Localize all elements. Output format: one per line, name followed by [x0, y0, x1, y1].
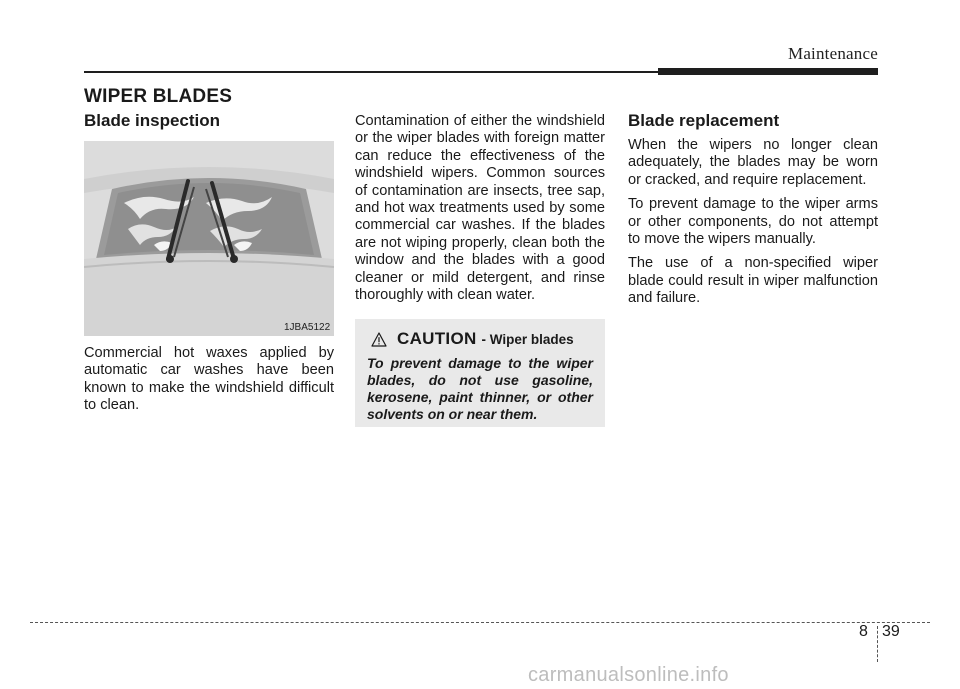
running-header-section: Maintenance [788, 44, 878, 63]
warning-triangle-icon [371, 332, 387, 347]
blade-replacement-body [628, 137, 878, 315]
blade-replacement-paragraph: The use of a non-specified wiper blade could result in wiper malfunction and failure. [628, 255, 878, 307]
header-rule-accent [658, 68, 878, 75]
illustration-code: 1JBA5122 [284, 322, 331, 333]
section-title: WIPER BLADES [84, 86, 233, 107]
caution-header [371, 329, 593, 349]
chapter-number: 8 [859, 623, 868, 640]
caution-text: To prevent damage to the wiper blades, do not use gasoline, kerosene, paint thinner, or other solvents on or near them. [367, 355, 593, 422]
caution-box [355, 319, 605, 427]
windshield-wiper-illustration [84, 141, 334, 336]
blade-inspection-heading: Blade inspection [84, 111, 221, 130]
watermark-link[interactable]: carmanualsonline.info [528, 664, 729, 686]
header-rule [84, 71, 660, 73]
footer-dashed-rule [30, 622, 930, 623]
blade-replacement-paragraph: To prevent damage to the wiper arms or other components, do not attempt to move the wipers manually. [628, 196, 878, 248]
page-number: 39 [882, 623, 900, 640]
caution-topic: - Wiper blades [481, 332, 574, 347]
blade-inspection-paragraph: Commercial hot waxes applied by automatic car washes have been known to make the windshield difficult to clean. [84, 345, 334, 414]
blade-replacement-paragraph: When the wipers no longer clean adequately, the blades may be worn or cracked, and require replacement. [628, 137, 878, 188]
blade-inspection-body [84, 345, 334, 422]
contamination-body [355, 113, 605, 311]
page-number-divider [877, 626, 878, 662]
contamination-paragraph: Contamination of either the windshield or the wiper blades with foreign matter can reduce the effectiveness of the windshield wipers. Common sources of contamination are insects, tree sap, and hot wax treatments used by some commercial car washes. If the blades are not wiping properly, clean both the window and the blades with a good cleaner or mild detergent, and rinse thoroughly with clean water. [355, 113, 605, 304]
blade-replacement-heading: Blade replacement [628, 111, 780, 130]
caution-label: CAUTION [397, 329, 477, 348]
